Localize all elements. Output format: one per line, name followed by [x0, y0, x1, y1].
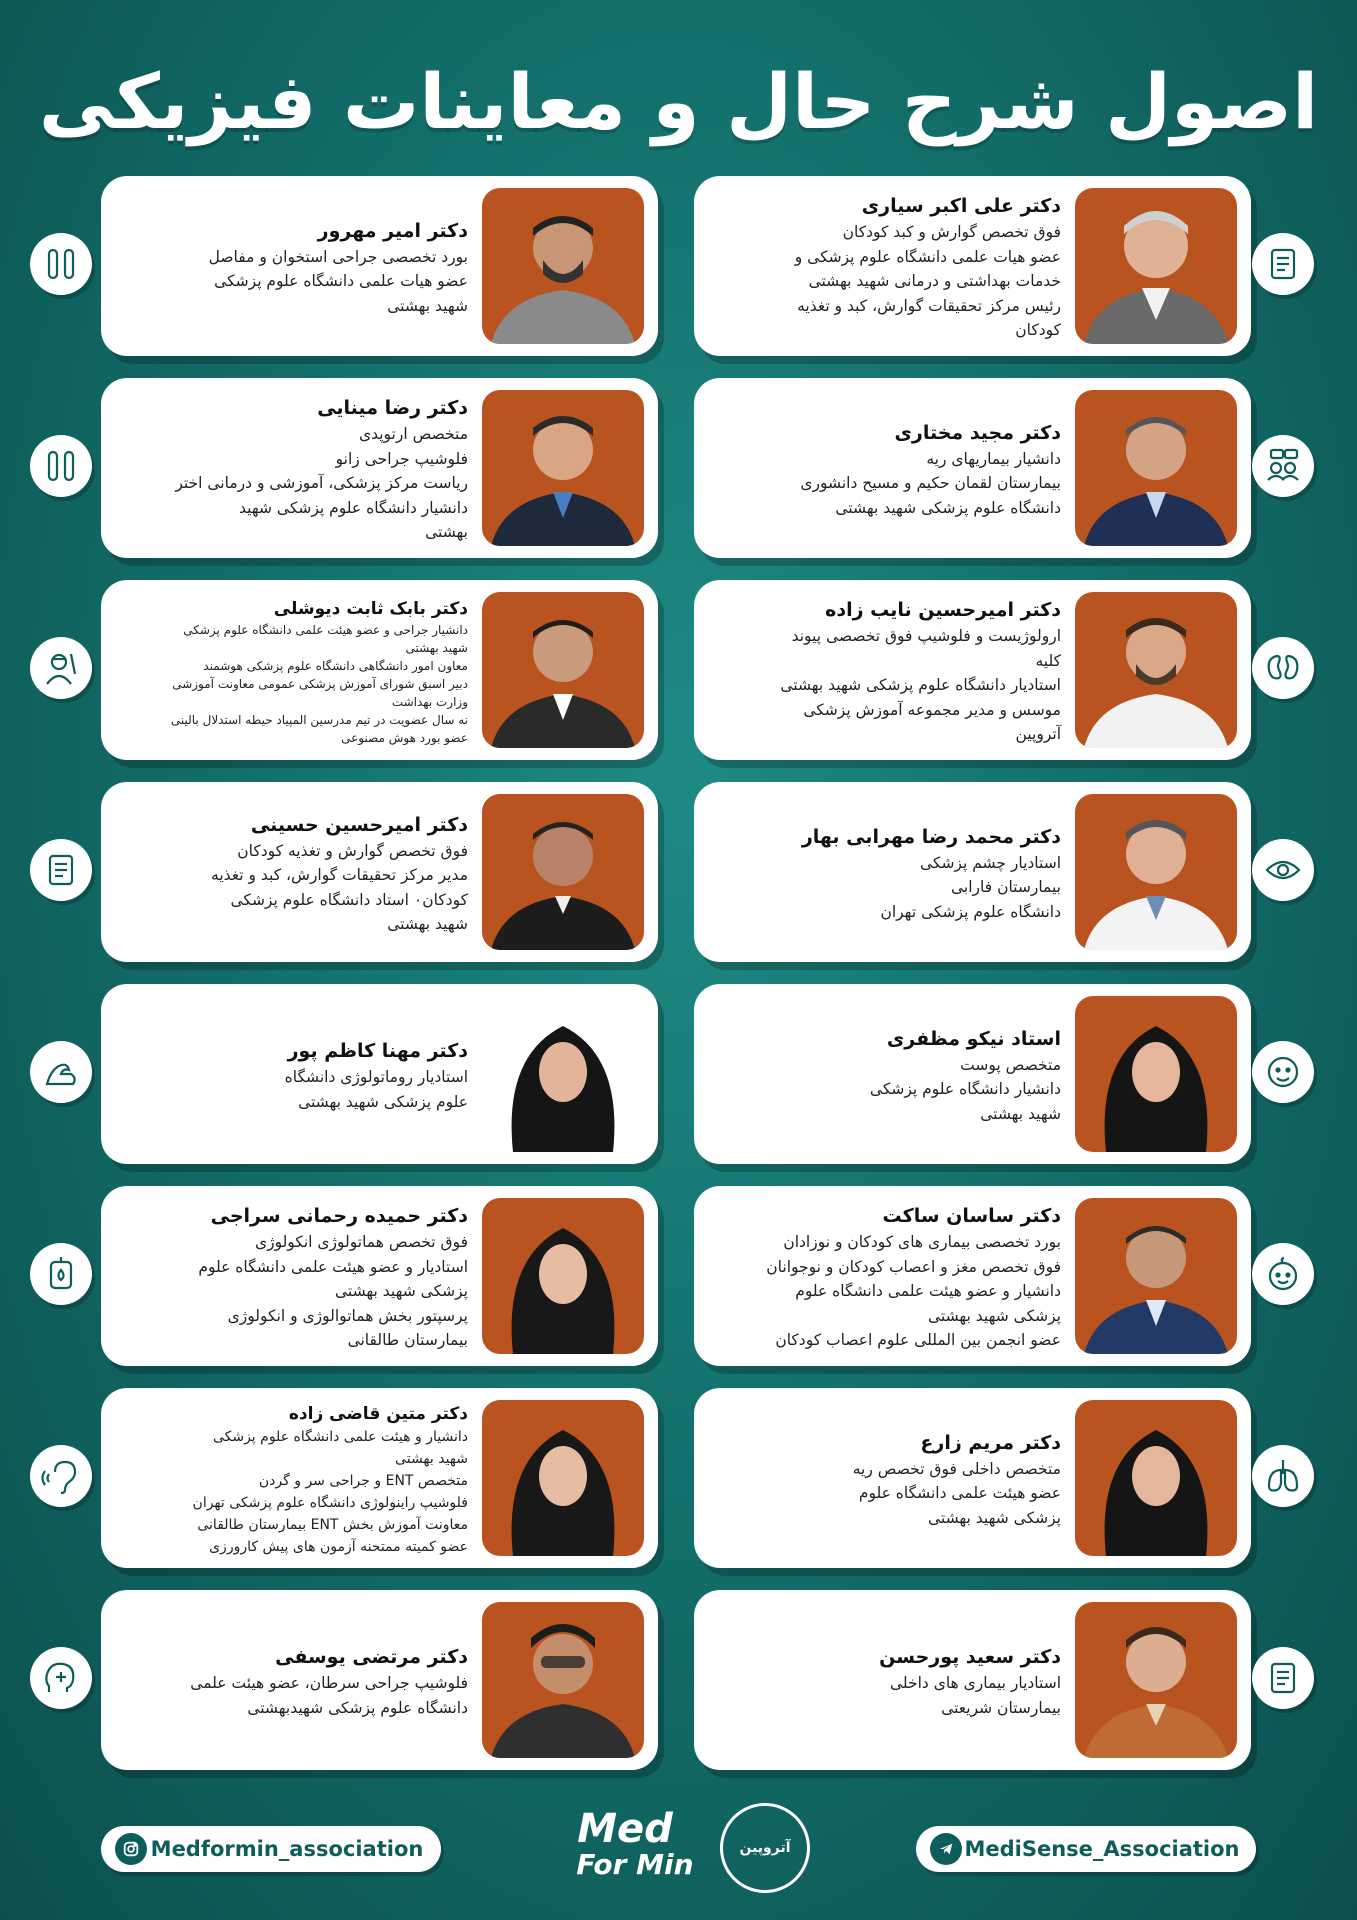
doctor-line: متخصص ارتوپدی [358, 425, 468, 444]
doctor-line: عضو هیئت علمی دانشگاه علوم [858, 1484, 1061, 1503]
doctor-line: استادیار دانشگاه علوم پزشکی شهید بهشتی [780, 676, 1061, 695]
doctor-info [711, 998, 1061, 1154]
doctor-line: دانشیار جراحی و عضو هیئت علمی دانشگاه علوم پزشکی [183, 623, 468, 637]
doctor-name: دکتر مرتضی یوسفی [275, 1646, 468, 1668]
clipboard-icon [1252, 233, 1314, 295]
doctor-name: دکتر رضا مینایی [317, 397, 468, 420]
doctor-name: استاد نیکو مظفری [886, 1027, 1061, 1050]
doctor-info [118, 190, 468, 346]
doctor-line: وزارت بهداشت [391, 695, 468, 709]
doctor-photo [482, 794, 644, 950]
doctor-info [118, 1200, 468, 1356]
doctor-line: دانشیار بیماریهای ریه [926, 449, 1061, 468]
doctor-line: عضو هیات علمی دانشگاه علوم پزشکی و [794, 247, 1061, 266]
doctor-name: دکتر حمیده رحمانی سراجی [210, 1205, 468, 1228]
doctor-line: عضو کمیته ممتحنه آزمون های پیش کارورزی [209, 1539, 468, 1555]
doctor-line: پزشکی شهید بهشتی [927, 1508, 1061, 1527]
baby-icon [1252, 1243, 1314, 1305]
doctor-line: دانشیار دانشگاه علوم پزشکی شهید [239, 498, 468, 517]
page-title: اصول شرح حال و معاینات فیزیکی [38, 57, 1319, 146]
instagram-icon [115, 1833, 147, 1865]
doctor-line: کودکان [1015, 321, 1061, 340]
doctor-info [711, 1402, 1061, 1558]
doctor-line: فوق تخصص گوارش و تغذیه کودکان [237, 841, 468, 860]
doctor-photo [482, 390, 644, 546]
doctor-name: دکتر امیرحسین حسینی [250, 813, 468, 836]
face-icon [1252, 1041, 1314, 1103]
ear-icon [30, 1445, 92, 1507]
doctor-line: دانشیار و عضو هیئت علمی دانشگاه علوم [795, 1282, 1061, 1301]
doctor-photo [1075, 592, 1237, 748]
doctor-line: آتروپین [1015, 725, 1061, 744]
doctor-card [101, 1186, 658, 1366]
doctor-line: فلوشیپ جراحی زانو [335, 449, 468, 468]
arm-icon [30, 1041, 92, 1103]
doctor-photo [1075, 794, 1237, 950]
doctor-name: دکتر مریم زارع [920, 1431, 1061, 1454]
doctor-line: عضو انجمن بین المللی علوم اعصاب کودکان [775, 1331, 1061, 1350]
clipboard-icon [30, 839, 92, 901]
blood-bag-icon [30, 1243, 92, 1305]
doctor-line: عضو بورد هوش مصنوعی [341, 731, 468, 745]
doctor-line: ارولوژیست و فلوشیپ فوق تخصصی پیوند [791, 627, 1061, 646]
doctor-photo [482, 996, 644, 1152]
doctor-photo [1075, 996, 1237, 1152]
doctor-line: دانشگاه علوم پزشکی شهید بهشتی [835, 498, 1061, 517]
bone-icon [30, 233, 92, 295]
doctor-line: کودکان۰ استاد دانشگاه علوم پزشکی [230, 890, 468, 909]
clipboard-icon [1252, 1647, 1314, 1709]
telegram-handle: MediSense_Association [964, 1837, 1240, 1861]
doctor-card [694, 1186, 1251, 1366]
doctor-photo [482, 188, 644, 344]
doctor-info [711, 796, 1061, 952]
doctor-card [694, 984, 1251, 1164]
doctor-line: فوق تخصص گوارش و کبد کودکان [842, 223, 1061, 242]
doctor-card [694, 176, 1251, 356]
doctor-line: معاونت آموزش بخش ENT بیمارستان طالقانی [197, 1517, 468, 1533]
doctor-name: دکتر مهنا کاظم پور [287, 1040, 468, 1062]
doctor-line: بیمارستان لقمان حکیم و مسیح دانشوری [800, 474, 1061, 493]
doctor-line: پزشکی شهید بهشتی [334, 1282, 468, 1301]
doctor-line: استادیار روماتولوژی دانشگاه [284, 1068, 468, 1086]
doctor-line: بیمارستان طالقانی [347, 1331, 468, 1350]
doctor-photo [1075, 188, 1237, 344]
instagram-link[interactable] [101, 1826, 441, 1872]
doctor-line: متخصص پوست [960, 1055, 1061, 1074]
doctor-name: دکتر سعید پورحسن [879, 1646, 1061, 1668]
doctor-line: عضو هیات علمی دانشگاه علوم پزشکی [214, 272, 468, 291]
doctor-info [118, 998, 468, 1154]
doctor-card [101, 176, 658, 356]
doctor-card [694, 1388, 1251, 1568]
doctor-line: استادیار و عضو هیئت علمی دانشگاه علوم [198, 1257, 468, 1276]
doctor-line: رئیس مرکز تحقیقات گوارش، کبد و تغذیه [797, 296, 1061, 315]
doctor-photo [482, 1400, 644, 1556]
doctor-line: شهید بهشتی [980, 1104, 1061, 1123]
doctor-line: استادیار بیماری های داخلی [889, 1674, 1061, 1692]
doctor-line: پزشکی شهید بهشتی [927, 1306, 1061, 1325]
doctor-card [101, 1590, 658, 1770]
doctor-photo [482, 1198, 644, 1354]
doctor-card [694, 580, 1251, 760]
doctor-card [101, 1388, 658, 1568]
doctor-line: شهید بهشتی [387, 915, 468, 933]
telegram-link[interactable] [916, 1826, 1256, 1872]
doctor-line: مدیر مرکز تحقیقات گوارش، کبد و تغذیه [211, 866, 468, 884]
doctor-info [118, 1402, 468, 1558]
doctor-line: فوق تخصص هماتولوژی انکولوژی [254, 1233, 468, 1252]
doctor-photo [1075, 1400, 1237, 1556]
doctor-line: ریاست مرکز پزشکی، آموزشی و درمانی اختر [175, 474, 468, 493]
doctor-info [711, 594, 1061, 750]
doctor-line: فلوشیپ راینولوژی دانشگاه علوم پزشکی تهران [192, 1495, 468, 1511]
doctor-name: دکتر علی اکبر سیاری [861, 195, 1061, 218]
brand-line-1: Med [577, 1806, 673, 1852]
doctor-card [694, 378, 1251, 558]
doctor-name: دکتر امیر مهرور [317, 219, 468, 242]
doctor-photo [1075, 1198, 1237, 1354]
brand-line-2: For Min [576, 1848, 694, 1881]
doctor-line: استادیار چشم پزشکی [919, 853, 1061, 872]
doctor-info [711, 1200, 1061, 1356]
doctor-name: دکتر متین قاضی زاده [288, 1404, 468, 1424]
doctor-line: نه سال عضویت در تیم مدرسین المپیاد حیطه استدلال بالینی [170, 713, 468, 727]
doctor-line: خدمات بهداشتی و درمانی شهید بهشتی [808, 272, 1061, 291]
doctor-line: بیمارستان شریعتی [941, 1698, 1061, 1717]
doctor-line: علوم پزشکی شهید بهشتی [298, 1092, 468, 1111]
doctor-line: پرسپتور بخش هماتوالوژی و انکولوژی [227, 1306, 468, 1325]
doctor-card [694, 782, 1251, 962]
bone-icon [30, 435, 92, 497]
doctor-line: فوق تخصص مغز و اعصاب کودکان و نوجوانان [766, 1257, 1061, 1276]
doctor-info [711, 1604, 1061, 1760]
doctor-line: دانشگاه علوم پزشکی شهیدبهشتی [247, 1698, 468, 1717]
doctor-photo [1075, 1602, 1237, 1758]
doctor-line: متخصص ENT و جراحی سر و گردن [258, 1473, 468, 1489]
doctor-line: بورد تخصصی جراحی استخوان و مفاصل [208, 247, 468, 266]
eye-icon [1252, 839, 1314, 901]
people-chat-icon [1252, 435, 1314, 497]
doctor-line: دانشیار دانشگاه علوم پزشکی [869, 1080, 1061, 1099]
doctor-photo [1075, 390, 1237, 546]
doctor-line: کلیه [1035, 651, 1061, 670]
doctor-name: دکتر ساسان ساکت [882, 1205, 1061, 1228]
atropin-logo-text: آتروپین [739, 1840, 791, 1856]
doctor-info [118, 796, 468, 952]
doctor-info [118, 392, 468, 548]
kidney-icon [1252, 637, 1314, 699]
doctor-line: شهید بهشتی [395, 1451, 468, 1467]
doctor-line: شهید بهشتی [387, 296, 468, 315]
doctor-card [101, 378, 658, 558]
surgeon-icon [30, 637, 92, 699]
doctor-line: موسس و مدیر مجموعه آموزش پزشکی [803, 700, 1061, 719]
head-plus-icon [30, 1647, 92, 1709]
doctor-photo [482, 592, 644, 748]
doctor-line: فلوشیپ جراحی سرطان، عضو هیئت علمی [190, 1674, 468, 1692]
doctor-line: بورد تخصصی بیماری های کودکان و نوزادان [783, 1233, 1061, 1252]
doctor-info [118, 594, 468, 750]
doctor-name: دکتر مجید مختاری [894, 421, 1061, 444]
doctor-line: شهید بهشتی [405, 641, 468, 655]
doctor-card [101, 580, 658, 760]
lungs-icon [1252, 1445, 1314, 1507]
doctor-name: دکتر بابک ثابت دیوشلی [273, 599, 468, 619]
doctor-card [694, 1590, 1251, 1770]
doctor-info [711, 190, 1061, 346]
doctor-name: دکتر محمد رضا مهرابی بهار [801, 825, 1061, 848]
doctor-line: معاون امور دانشگاهی دانشگاه علوم پزشکی هوشمند [203, 659, 468, 673]
doctor-card [101, 984, 658, 1164]
doctor-line: دانشگاه علوم پزشکی تهران [880, 902, 1061, 921]
doctor-photo [482, 1602, 644, 1758]
medformin-logo [550, 1808, 700, 1898]
doctor-info [118, 1604, 468, 1760]
doctor-line: دانشیار و هیئت علمی دانشگاه علوم پزشکی [212, 1429, 468, 1445]
doctor-line: متخصص داخلی فوق تخصص ریه [852, 1459, 1061, 1478]
telegram-icon [930, 1833, 962, 1865]
doctor-name: دکتر امیرحسین نایب زاده [825, 599, 1061, 622]
doctor-line: دبیر اسبق شورای آموزش پزشکی عمومی معاونت آموزشی [172, 677, 468, 691]
doctor-info [711, 392, 1061, 548]
doctor-line: بیمارستان فارابی [950, 878, 1061, 897]
atropin-logo [720, 1803, 810, 1893]
doctor-line: بهشتی [425, 523, 468, 542]
doctor-card [101, 782, 658, 962]
instagram-handle: Medformin_association [150, 1837, 424, 1861]
